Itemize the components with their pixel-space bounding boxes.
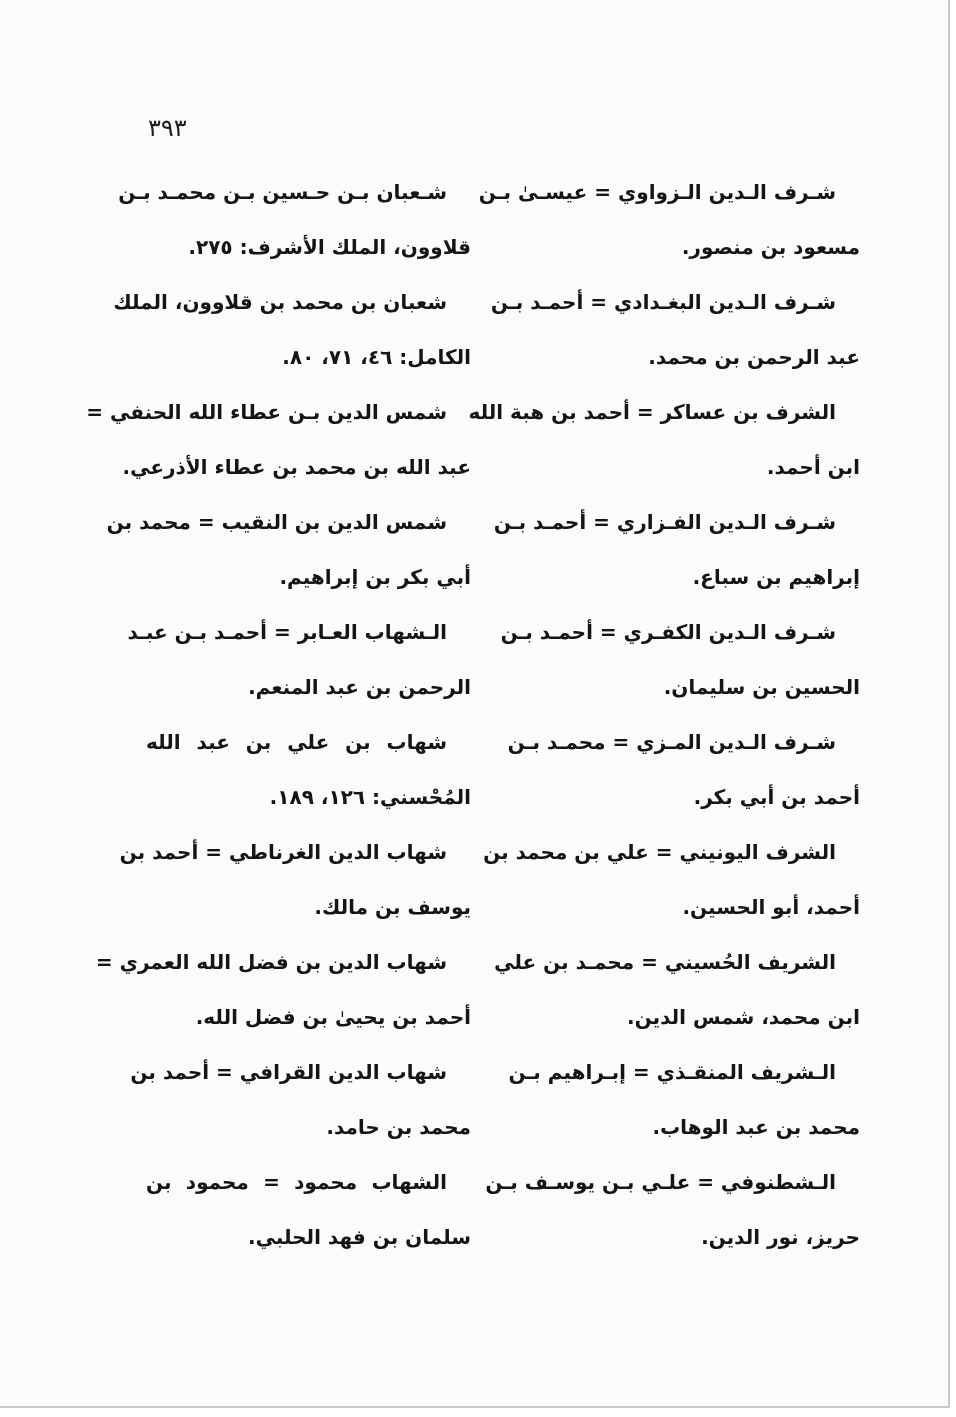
entry-heading: شهاب بن علي بن عبد الله: [146, 730, 447, 754]
entry-continuation: حريز، نور الدين.: [701, 1225, 860, 1249]
entry-heading: الـشهاب العـابر = أحمـد بـن عبـد: [127, 620, 447, 644]
entry-continuation: المُحْسني: ١٢٦، ١٨٩.: [269, 785, 471, 809]
index-entry: [478, 170, 860, 280]
index-entry: [483, 830, 860, 940]
index-column-left: [86, 170, 471, 1270]
entry-heading: شهاب الدين بن فضل الله العمري =: [95, 950, 447, 974]
index-entry: [118, 170, 471, 280]
entry-heading: الشرف اليونيني = علي بن محمد بن: [483, 840, 836, 864]
entry-continuation: الرحمن بن عبد المنعم.: [248, 675, 471, 699]
entry-heading: شـرف الـدين المـزي = محمـد بـن: [507, 730, 836, 754]
entry-heading: شمس الدين بن النقيب = محمد بن: [106, 510, 447, 534]
entry-continuation: عبد الله بن محمد بن عطاء الأذرعي.: [122, 455, 471, 479]
entry-continuation: أحمد بن يحيىٰ بن فضل الله.: [195, 1005, 471, 1029]
entry-heading: شـرف الـدين الفـزاري = أحمـد بـن: [493, 510, 836, 534]
index-entry: [490, 280, 860, 390]
entry-continuation: الحسين بن سليمان.: [663, 675, 860, 699]
entry-continuation: يوسف بن مالك.: [314, 895, 471, 919]
entry-heading: شهاب الدين الغرناطي = أحمد بن: [119, 840, 447, 864]
entry-heading: الشريف الحُسيني = محمـد بن علي: [494, 950, 836, 974]
entry-heading: شـرف الـدين البغـدادي = أحمـد بـن: [490, 290, 836, 314]
index-entry: [468, 390, 860, 500]
index-entry: [86, 390, 471, 500]
index-entry: [119, 830, 471, 940]
entry-continuation: أبي بكر بن إبراهيم.: [279, 565, 471, 589]
entry-continuation: عبد الرحمن بن محمد.: [648, 345, 860, 369]
index-entry: [113, 280, 471, 390]
entry-continuation: أحمد، أبو الحسين.: [682, 895, 860, 919]
index-entry: [494, 940, 860, 1050]
entry-heading: الـشريف المنقـذي = إبـراهيم بـن: [508, 1060, 836, 1084]
entry-continuation: محمد بن حامد.: [326, 1115, 471, 1139]
index-entry: [106, 500, 471, 610]
index-entry: [507, 720, 860, 830]
index-entry: [127, 610, 471, 720]
entry-continuation: إبراهيم بن سباع.: [692, 565, 860, 589]
entry-continuation: محمد بن عبد الوهاب.: [652, 1115, 860, 1139]
entry-heading: الـشطنوفي = علـي بـن يوسـف بـن: [485, 1170, 836, 1194]
entry-continuation: أحمد بن أبي بكر.: [693, 785, 860, 809]
entry-heading: شـرف الـدين الـزواوي = عيسـىٰ بـن: [478, 180, 836, 204]
index-entry: [493, 500, 860, 610]
entry-continuation: ابن أحمد.: [766, 455, 860, 479]
entry-continuation: ابن محمد، شمس الدين.: [627, 1005, 860, 1029]
index-entry: [485, 1160, 860, 1270]
entry-heading: الشهاب محمود = محمود بن: [146, 1170, 447, 1194]
index-entry: [500, 610, 860, 720]
entry-heading: شـرف الـدين الكفـري = أحمـد بـن: [500, 620, 836, 644]
index-entry: [130, 1050, 471, 1160]
page-number: ٣٩٣: [148, 114, 187, 142]
entry-continuation: الكامل: ٤٦، ٧١، ٨٠.: [282, 345, 471, 369]
index-entry: [146, 720, 471, 830]
entry-heading: شمس الدين بـن عطاء الله الحنفي =: [86, 400, 447, 424]
index-entry: [95, 940, 471, 1050]
index-entry: [508, 1050, 860, 1160]
entry-continuation: سلمان بن فهد الحلبي.: [247, 1225, 471, 1249]
entry-continuation: قلاوون، الملك الأشرف: ٢٧٥.: [188, 235, 471, 259]
entry-heading: الشرف بن عساكر = أحمد بن هبة الله: [468, 400, 836, 424]
entry-heading: شهاب الدين القرافي = أحمد بن: [130, 1060, 447, 1084]
entry-heading: شـعبان بـن حـسين بـن محمـد بـن: [118, 180, 447, 204]
index-column-right: [468, 170, 860, 1270]
index-entry: [146, 1160, 471, 1270]
entry-continuation: مسعود بن منصور.: [681, 235, 860, 259]
entry-heading: شعبان بن محمد بن قلاوون، الملك: [113, 290, 447, 314]
